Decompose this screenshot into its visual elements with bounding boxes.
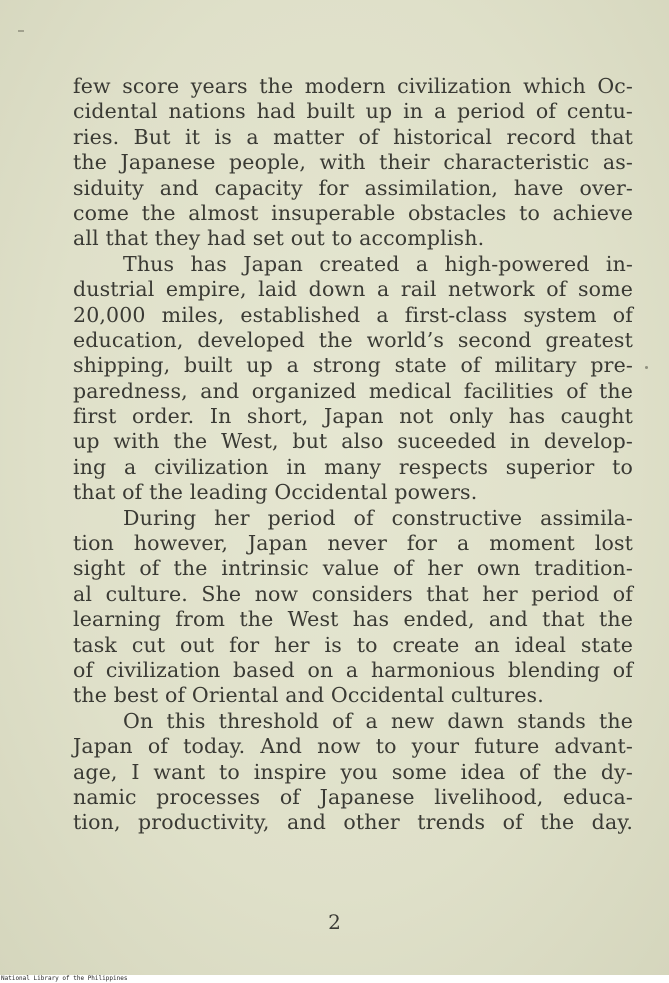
text-line: learning from the West has ended, and that the (73, 607, 633, 632)
text-line: few score years the modern civilization which Oc- (73, 74, 633, 98)
text-line: come the almost insuperable obstacles to achieve (73, 200, 633, 225)
text-line: tion however, Japan never for a moment lost (73, 531, 633, 556)
text-line: During her period of constructive assimila- (123, 505, 633, 530)
text-line: 20,000 miles, established a first-class system of (73, 302, 633, 327)
text-line: paredness, and organized medical facilities of the (73, 378, 633, 403)
text-line: Thus has Japan created a high-powered in- (123, 251, 633, 276)
text-line: education, developed the world’s second greatest (73, 327, 633, 352)
text-line: of civilization based on a harmonious blending of (73, 657, 633, 682)
text-line: first order. In short, Japan not only has caught (73, 404, 633, 429)
text-line: up with the West, but also suceeded in develop- (73, 429, 633, 454)
text-line: tion, productivity, and other trends of the day. (73, 810, 633, 835)
text-line: cidental nations had built up in a period of centu- (73, 99, 633, 124)
library-credit: National Library of the Philippines (1, 975, 128, 982)
paragraph-2 (73, 252, 633, 506)
text-line: siduity and capacity for assimilation, have over- (73, 175, 633, 200)
text-line: age, I want to inspire you some idea of the dy- (73, 759, 633, 784)
text-line: dustrial empire, laid down a rail network of some (73, 277, 633, 302)
ink-speck (645, 366, 648, 369)
text-line: Japan of today. And now to your future advant- (73, 734, 633, 759)
paragraph-3 (73, 506, 633, 709)
text-line: On this threshold of a new dawn stands the (123, 708, 633, 733)
text-line: the Japanese people, with their characteristic as- (73, 150, 633, 175)
text-line: all that they had set out to accomplish. (73, 226, 485, 251)
text-line: ries. But it is a matter of historical record that (73, 124, 633, 149)
text-line: the best of Oriental and Occidental cultures. (73, 683, 544, 708)
text-line: ing a civilization in many respects superior to (73, 454, 633, 479)
text-line: task cut out for her is to create an ideal state (73, 632, 633, 657)
text-line: that of the leading Occidental powers. (73, 480, 478, 505)
corner-smudge (18, 30, 24, 32)
text-line: al culture. She now considers that her period of (73, 581, 633, 606)
text-line: sight of the intrinsic value of her own tradition- (73, 556, 633, 581)
text-line: shipping, built up a strong state of military pre- (73, 353, 633, 378)
paragraph-1 (73, 74, 633, 252)
paragraph-4 (73, 709, 633, 836)
page-number: 2 (328, 910, 341, 934)
body-text (73, 74, 633, 836)
text-line: namic processes of Japanese livelihood, educa- (73, 784, 633, 809)
